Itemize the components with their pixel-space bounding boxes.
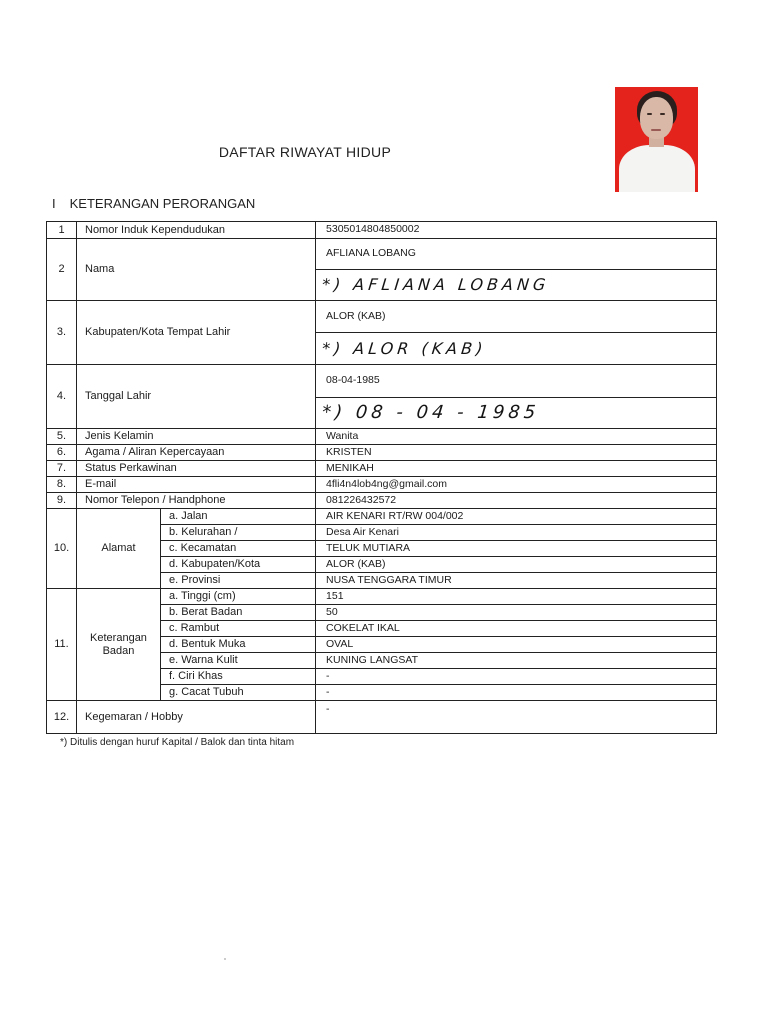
field-value: AFLIANA LOBANG xyxy=(316,239,717,270)
row-number: 5. xyxy=(47,429,77,445)
row-alamat xyxy=(47,509,717,525)
field-label: Nomor Induk Kependudukan xyxy=(77,222,316,239)
field-label: Nomor Telepon / Handphone xyxy=(77,493,316,509)
row-nik xyxy=(47,222,717,239)
section-label: KETERANGAN PERORANGAN xyxy=(69,196,256,211)
row-number: 7. xyxy=(47,461,77,477)
sub-label: e. Provinsi xyxy=(161,573,316,589)
field-label: Jenis Kelamin xyxy=(77,429,316,445)
field-value: 50 xyxy=(316,605,717,621)
row-telepon xyxy=(47,493,717,509)
row-tempat-lahir xyxy=(47,301,717,333)
row-number: 6. xyxy=(47,445,77,461)
row-number: 1 xyxy=(47,222,77,239)
field-value: - xyxy=(316,685,717,701)
row-hobby xyxy=(47,701,717,734)
row-number: 8. xyxy=(47,477,77,493)
sub-label: a. Jalan xyxy=(161,509,316,525)
field-value: 5305014804850002 xyxy=(316,222,717,239)
sub-label: d. Kabupaten/Kota xyxy=(161,557,316,573)
handwritten-value: *) ALOR (KAB) xyxy=(321,338,488,358)
row-number: 2 xyxy=(47,239,77,301)
row-number: 9. xyxy=(47,493,77,509)
field-value: NUSA TENGGARA TIMUR xyxy=(316,573,717,589)
row-number: 10. xyxy=(47,509,77,589)
field-value: 08-04-1985 xyxy=(316,365,717,398)
sub-label: b. Kelurahan / xyxy=(161,525,316,541)
row-number: 12. xyxy=(47,701,77,734)
row-badan xyxy=(47,589,717,605)
field-value: 081226432572 xyxy=(316,493,717,509)
field-value: - xyxy=(316,701,717,734)
sub-label: g. Cacat Tubuh xyxy=(161,685,316,701)
profile-photo xyxy=(615,87,698,192)
field-label: Alamat xyxy=(77,509,161,589)
sub-label: c. Rambut xyxy=(161,621,316,637)
field-label xyxy=(77,589,161,701)
field-label: Agama / Aliran Kepercayaan xyxy=(77,445,316,461)
field-value: Wanita xyxy=(316,429,717,445)
sub-label: e. Warna Kulit xyxy=(161,653,316,669)
field-value: KRISTEN xyxy=(316,445,717,461)
row-email xyxy=(47,477,717,493)
field-value: ALOR (KAB) xyxy=(316,557,717,573)
row-number: 4. xyxy=(47,365,77,429)
row-jenis-kelamin xyxy=(47,429,717,445)
row-number: 3. xyxy=(47,301,77,365)
field-value: OVAL xyxy=(316,637,717,653)
sub-label: c. Kecamatan xyxy=(161,541,316,557)
row-agama xyxy=(47,445,717,461)
field-value: KUNING LANGSAT xyxy=(316,653,717,669)
field-value: 4fli4n4lob4ng@gmail.com xyxy=(316,477,717,493)
field-value: 151 xyxy=(316,589,717,605)
field-value: COKELAT IKAL xyxy=(316,621,717,637)
row-number: 11. xyxy=(47,589,77,701)
sub-label: f. Ciri Khas xyxy=(161,669,316,685)
handwritten-value: *) AFLIANA LOBANG xyxy=(321,275,551,295)
sub-label: a. Tinggi (cm) xyxy=(161,589,316,605)
field-label-line2: Badan xyxy=(102,644,135,657)
personal-data-table xyxy=(46,221,717,734)
field-label: Nama xyxy=(77,239,316,301)
row-tanggal-lahir xyxy=(47,365,717,398)
field-value: TELUK MUTIARA xyxy=(316,541,717,557)
sub-label: b. Berat Badan xyxy=(161,605,316,621)
field-value: - xyxy=(316,669,717,685)
handwritten-value: *) 08 - 04 - 1985 xyxy=(320,402,541,424)
field-value: MENIKAH xyxy=(316,461,717,477)
field-value: AIR KENARI RT/RW 004/002 xyxy=(316,509,717,525)
footnote: *) Ditulis dengan huruf Kapital / Balok dan tinta hitam xyxy=(60,737,295,748)
section-heading xyxy=(52,196,255,211)
sub-label: d. Bentuk Muka xyxy=(161,637,316,653)
field-label: Status Perkawinan xyxy=(77,461,316,477)
field-value: ALOR (KAB) xyxy=(316,301,717,333)
field-value: Desa Air Kenari xyxy=(316,525,717,541)
row-nama xyxy=(47,239,717,270)
field-label: Kabupaten/Kota Tempat Lahir xyxy=(77,301,316,365)
scan-speck xyxy=(224,958,226,960)
section-number: I xyxy=(52,196,56,211)
field-label: Kegemaran / Hobby xyxy=(77,701,316,734)
field-label-line1: Keterangan xyxy=(90,632,147,645)
row-status xyxy=(47,461,717,477)
field-label: Tanggal Lahir xyxy=(77,365,316,429)
document-title: DAFTAR RIWAYAT HIDUP xyxy=(218,144,392,160)
field-label: E-mail xyxy=(77,477,316,493)
